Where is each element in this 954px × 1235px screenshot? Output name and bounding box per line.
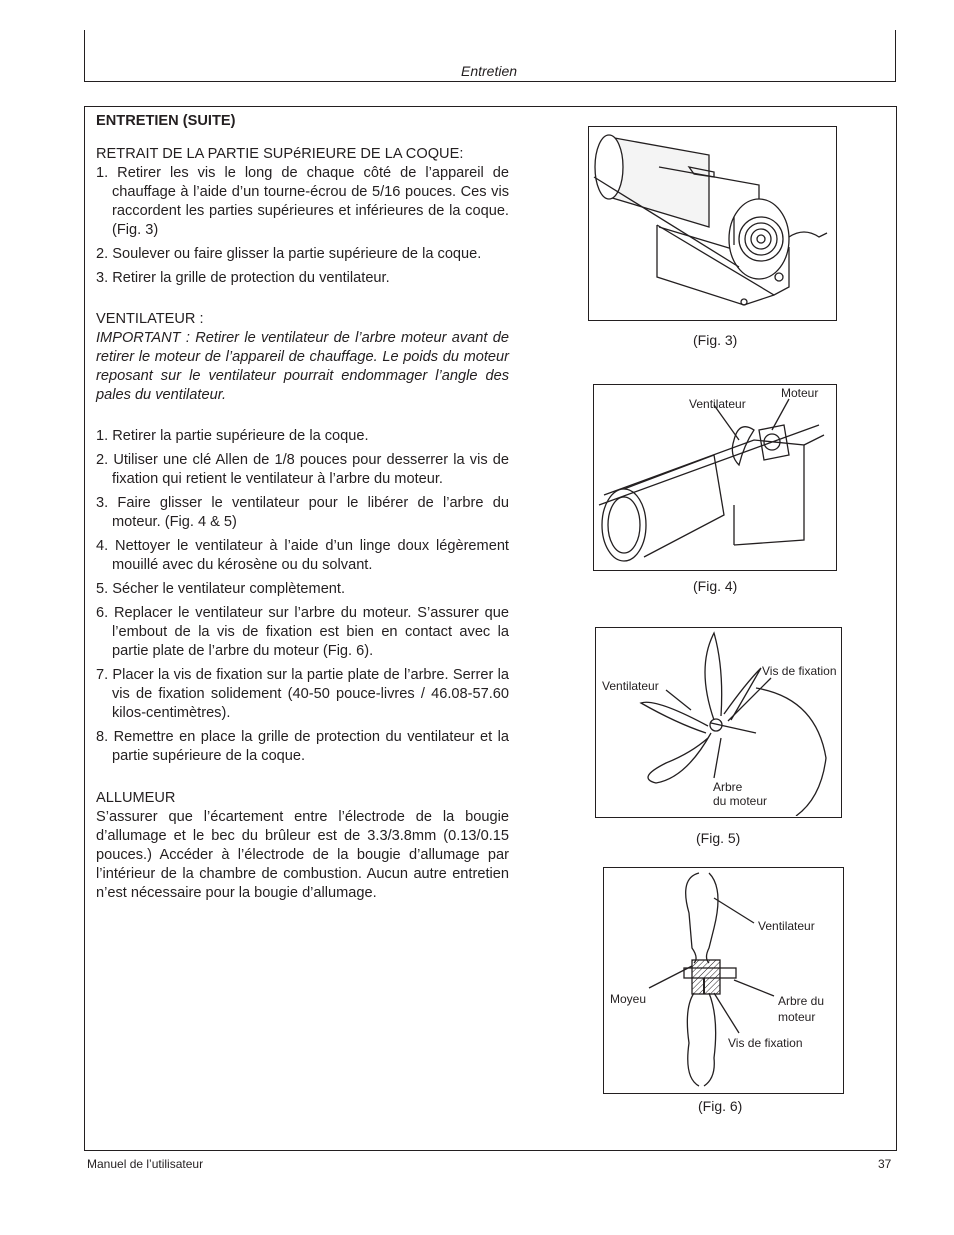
figure-6 bbox=[603, 867, 844, 1094]
important-note: IMPORTANT : Retirer le ventilateur de l’arbre moteur avant de retirer le moteur de l’appareil de chauffage. Le poids du moteur reposant sur le ventilateur pourrait endommager l’angle des pales du ventilateur. bbox=[96, 330, 509, 403]
fig5-label-shaft-1: Arbre bbox=[713, 780, 743, 794]
running-header: Entretien bbox=[461, 63, 518, 79]
page-number: 37 bbox=[878, 1157, 892, 1171]
fig5-label-fan: Ventilateur bbox=[602, 679, 659, 693]
footer-manual-title: Manuel de l’utilisateur bbox=[87, 1157, 204, 1171]
list-item: 6. Replacer le ventilateur sur l’arbre du moteur. S’assurer que l’embout de la vis de fixation est bien en contact avec la partie plate de l’arbre du moteur (Fig. 6). bbox=[96, 605, 509, 659]
figure-4-caption: (Fig. 4) bbox=[693, 578, 738, 594]
figure-3 bbox=[588, 126, 837, 321]
list-item: 2. Utiliser une clé Allen de 1/8 pouces pour desserrer la vis de fixation qui retient le ventilateur à l’arbre du moteur. bbox=[96, 452, 509, 487]
fan-hub-section-illustration bbox=[604, 868, 842, 1092]
fan-steps bbox=[96, 427, 509, 766]
list-item: 1. Retirer les vis le long de chaque côté de l’appareil de chauffage à l’aide d’un tourne-écrou de 5/16 pouces. Ces vis raccordent les parties supérieures et inférieures de la coque. (Fig. 3) bbox=[96, 165, 509, 238]
igniter-subtitle: ALLUMEUR bbox=[96, 790, 176, 806]
list-item: 2. Soulever ou faire glisser la partie supérieure de la coque. bbox=[96, 246, 482, 262]
heater-illustration bbox=[589, 127, 835, 319]
shell-steps bbox=[96, 164, 509, 288]
fan-blade-illustration bbox=[596, 628, 840, 816]
fig6-label-shaft-2: moteur bbox=[778, 1010, 816, 1024]
fig6-label-hub: Moyeu bbox=[610, 992, 647, 1006]
fan-subtitle: VENTILATEUR : bbox=[96, 311, 204, 327]
list-item: 5. Sécher le ventilateur complètement. bbox=[96, 581, 346, 597]
fig4-label-motor: Moteur bbox=[781, 386, 819, 400]
list-item: 4. Nettoyer le ventilateur à l’aide d’un linge doux légèrement mouillé avec du kérosène ou du solvant. bbox=[96, 538, 509, 573]
list-item: 1. Retirer la partie supérieure de la coque. bbox=[96, 428, 369, 444]
shell-subtitle: RETRAIT DE LA PARTIE SUPéRIEURE DE LA COQUE: bbox=[96, 146, 464, 162]
list-item: 3. Retirer la grille de protection du ventilateur. bbox=[96, 270, 390, 286]
figure-6-caption: (Fig. 6) bbox=[698, 1098, 743, 1114]
section-title: ENTRETIEN (SUITE) bbox=[96, 113, 236, 129]
text-column bbox=[96, 112, 509, 903]
fig4-label-fan: Ventilateur bbox=[689, 397, 746, 411]
fig5-label-screw: Vis de fixation bbox=[762, 664, 837, 678]
fig6-label-shaft-1: Arbre du bbox=[778, 994, 825, 1008]
figure-3-caption: (Fig. 3) bbox=[693, 332, 738, 348]
figure-5-caption: (Fig. 5) bbox=[696, 830, 741, 846]
fan-motor-illustration bbox=[594, 385, 835, 569]
list-item: 3. Faire glisser le ventilateur pour le libérer de l’arbre du moteur. (Fig. 4 & 5) bbox=[96, 495, 509, 530]
fig5-label-shaft-2: du moteur bbox=[713, 794, 768, 808]
igniter-text: S’assurer que l’écartement entre l’électrode de la bougie d’allumage et le bec du brûleur est de 3.3/3.8mm (0.13/0.15 pouces.) Accéder à l’électrode de la bougie d’allumage par l’intérieur de la chambre de combustion. Aucun autre entretien n’est nécessaire pour la bougie d’allumage. bbox=[96, 809, 509, 901]
fig6-label-screw: Vis de fixation bbox=[728, 1036, 803, 1050]
figure-4 bbox=[593, 384, 837, 571]
list-item: 8. Remettre en place la grille de protection du ventilateur et la partie supérieure de la coque. bbox=[96, 729, 509, 764]
fig6-label-fan: Ventilateur bbox=[758, 919, 815, 933]
list-item: 7. Placer la vis de fixation sur la partie plate de l’arbre. Serrer la vis de fixation solidement (40-50 pouce-livres / 46.08-57.60 kilos-centimètres). bbox=[96, 667, 509, 721]
figure-5 bbox=[595, 627, 842, 818]
